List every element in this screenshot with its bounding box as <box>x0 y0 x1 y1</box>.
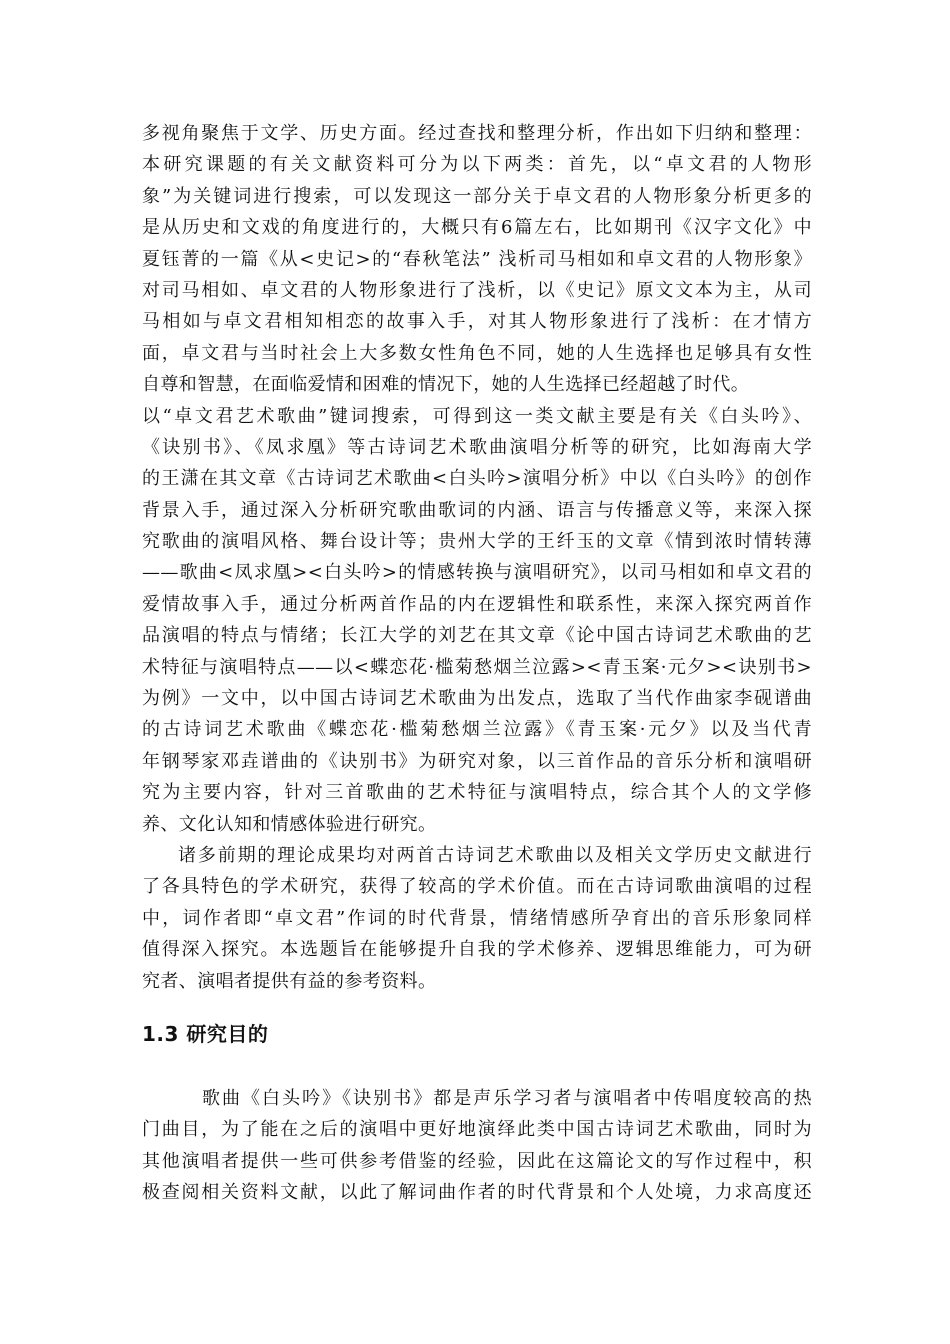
text-line: 歌曲《白头吟》《诀别书》都是声乐学习者与演唱者中传唱度较高的热 <box>202 1087 812 1109</box>
text-line: 对司马相如、卓文君的人物形象进行了浅析，以《史记》原文文本为主，从司 <box>142 279 812 301</box>
spacer <box>142 1049 812 1083</box>
text-line: 的古诗词艺术歌曲《蝶恋花·槛菊愁烟兰泣露》《青玉案·元夕》以及当代青 <box>142 719 812 741</box>
text-line: 本研究课题的有关文献资料可分为以下两类：首先，以“卓文君的人物形 <box>142 154 812 176</box>
spacer <box>142 997 812 1019</box>
text-line: 养、文化认知和情感体验进行研究。 <box>142 813 437 835</box>
text-line: 是从历史和文戏的角度进行的，大概只有6篇左右，比如期刊《汉字文化》中 <box>142 217 812 239</box>
paragraph-research-purpose <box>142 1083 812 1209</box>
text-line: 了各具特色的学术研究，获得了较高的学术价值。而在古诗词歌曲演唱的过程 <box>142 876 812 898</box>
text-line: 的王潇在其文章《古诗词艺术歌曲<白头吟>演唱分析》中以《白头吟》的创作 <box>142 468 812 490</box>
text-line: 值得深入探究。本选题旨在能够提升自我的学术修养、逻辑思维能力，可为研 <box>142 939 812 961</box>
text-line: 极查阅相关资料文献，以此了解词曲作者的时代背景和个人处境，力求高度还 <box>142 1182 812 1204</box>
text-line: 多视角聚焦于文学、历史方面。经过查找和整理分析，作出如下归纳和整理： <box>142 123 812 144</box>
text-line: 夏钰菁的一篇《从<史记>的“春秋笔法” 浅析司马相如和卓文君的人物形象》 <box>142 248 812 270</box>
text-line: 术特征与演唱特点——以<蝶恋花·槛菊愁烟兰泣露><青玉案·元夕><诀别书> <box>142 656 812 678</box>
text-line: 中，词作者即“卓文君”作词的时代背景，情绪情感所孕育出的音乐形象同样 <box>142 907 812 929</box>
text-line: 背景入手，通过深入分析研究歌曲歌词的内涵、语言与传播意义等，来深入探 <box>142 499 812 521</box>
section-heading: 1.3 研究目的 <box>142 1021 269 1046</box>
text-line: 面，卓文君与当时社会上大多数女性角色不同，她的人生选择也足够具有女性 <box>142 342 812 364</box>
paragraph-summary <box>142 840 812 997</box>
paragraph-literature-review <box>142 118 812 840</box>
text-line: 年钢琴家邓垚谱曲的《诀别书》为研究对象，以三首作品的音乐分析和演唱研 <box>142 750 812 772</box>
text-line: 诸多前期的理论成果均对两首古诗词艺术歌曲以及相关文学历史文献进行 <box>178 844 812 866</box>
text-line: 品演唱的特点与情绪；长江大学的刘艺在其文章《论中国古诗词艺术歌曲的艺 <box>142 625 812 647</box>
text-line: 象”为关键词进行搜索，可以发现这一部分关于卓文君的人物形象分析更多的 <box>142 185 812 207</box>
text-line: 究者、演唱者提供有益的参考资料。 <box>142 970 437 992</box>
text-line: 其他演唱者提供一些可供参考借鉴的经验，因此在这篇论文的写作过程中，积 <box>142 1150 812 1172</box>
text-line: 门曲目，为了能在之后的演唱中更好地演绎此类中国古诗词艺术歌曲，同时为 <box>142 1119 812 1141</box>
page-content <box>142 118 812 1209</box>
text-line: 自尊和智慧，在面临爱情和困难的情况下，她的人生选择已经超越了时代。 <box>142 374 750 396</box>
text-line: 究歌曲的演唱风格、舞台设计等；贵州大学的王纤玉的文章《情到浓时情转薄 <box>142 531 812 553</box>
text-line: 为例》一文中，以中国古诗词艺术歌曲为出发点，选取了当代作曲家李砚谱曲 <box>142 688 812 710</box>
text-line: 以“卓文君艺术歌曲”键词搜索，可得到这一类文献主要是有关《白头吟》、 <box>142 405 812 427</box>
text-line: 马相如与卓文君相知相恋的故事入手，对其人物形象进行了浅析：在才情方 <box>142 311 812 333</box>
text-line: 爱情故事入手，通过分析两首作品的内在逻辑性和联系性，来深入探究两首作 <box>142 593 812 615</box>
text-line: ——歌曲<凤求凰><白头吟>的情感转换与演唱研究》，以司马相如和卓文君的 <box>142 562 812 584</box>
text-line: 究为主要内容，针对三首歌曲的艺术特征与演唱特点，综合其个人的文学修 <box>142 782 812 804</box>
text-line: 《诀别书》、《凤求凰》等古诗词艺术歌曲演唱分析等的研究，比如海南大学 <box>142 436 812 458</box>
